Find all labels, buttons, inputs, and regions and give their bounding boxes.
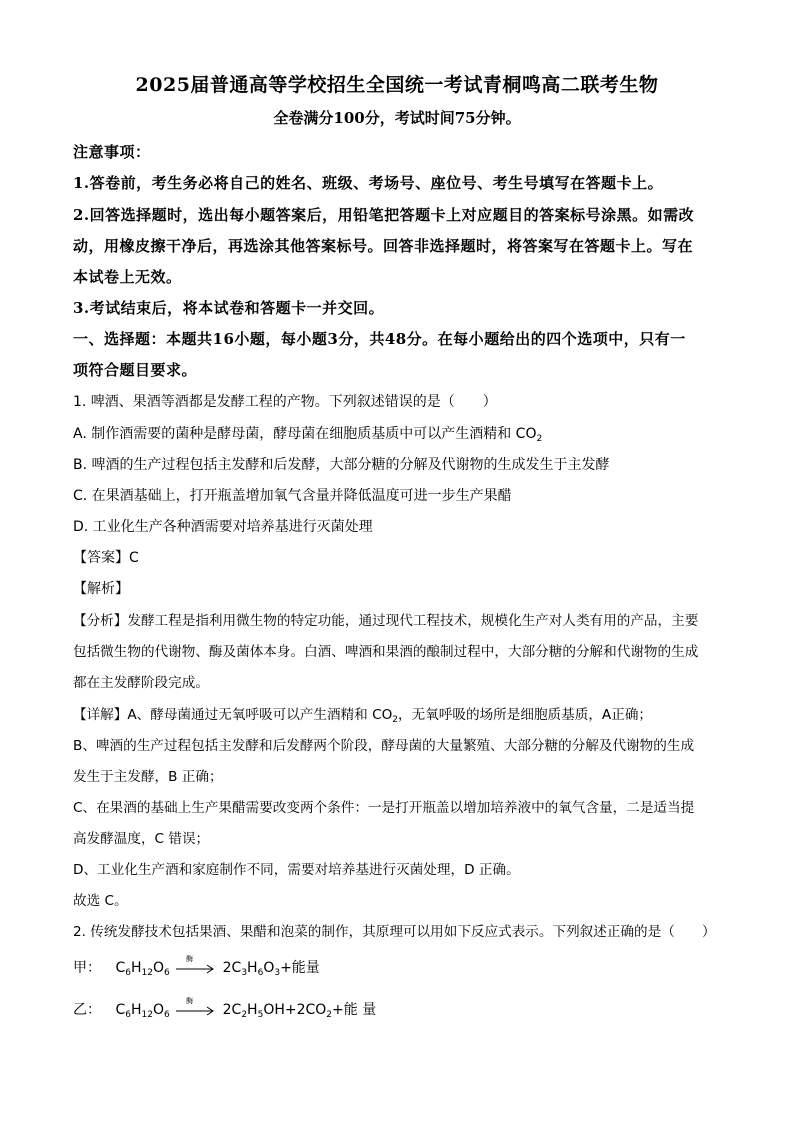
subscript: 5 — [257, 1010, 264, 1020]
section-heading-line-1: 一、选择题：本题共16小题，每小题3分，共48分。在每小题给出的四个选项中，只有一 — [73, 330, 686, 348]
subscript: 6 — [125, 968, 131, 978]
formula-part: H — [130, 960, 142, 976]
subscript: 3 — [274, 968, 281, 978]
formula-part: C — [115, 960, 126, 976]
formula-part: 2C — [222, 960, 242, 976]
conclusion: 故选 C。 — [73, 893, 128, 909]
subscript: 12 — [141, 1010, 153, 1020]
reaction-arrow — [176, 997, 216, 1017]
subscript: 6 — [163, 1010, 170, 1020]
formula-part: H — [247, 960, 258, 976]
formula-part: O — [263, 960, 275, 976]
formula-part: C — [115, 1002, 126, 1018]
question-1-option-a — [73, 423, 542, 443]
subscript: 6 — [257, 968, 264, 978]
reactant-formula — [115, 1002, 169, 1018]
equation-label: 乙： — [73, 1002, 101, 1018]
question-1-option-c: C. 在果酒基础上，打开瓶盖增加氧气含量并降低温度可进一步生产果醋 — [73, 488, 512, 504]
subscript: 12 — [141, 968, 153, 978]
analysis-line-2: 包括微生物的代谢物、酶及菌体本身。白酒、啤酒和果酒的酿制过程中，大部分糖的分解和代谢物的生成 — [73, 644, 699, 660]
question-1-option-d: D. 工业化生产各种酒需要对培养基进行灭菌处理 — [73, 519, 373, 535]
energy-term: +能量 — [280, 960, 320, 976]
equation-label: 甲： — [73, 960, 101, 976]
formula-part: 2C — [222, 1002, 242, 1018]
arrow-icon — [176, 961, 216, 975]
product-formula — [223, 1002, 332, 1018]
arrow-icon — [176, 1003, 216, 1017]
arrow-label: 酶 — [186, 997, 194, 1005]
equation-jia — [73, 957, 320, 977]
formula-part: O — [152, 1002, 164, 1018]
page-title: 2025届普通高等学校招生全国统一考试青桐鸣高二联考生物 — [135, 74, 659, 96]
analysis-label: 【解析】 — [73, 581, 129, 597]
detail-a-text: 【详解】A、酵母菌通过无氧呼吸可以产生酒精和 CO — [73, 707, 393, 723]
subscript: 2 — [326, 1010, 333, 1020]
notice-heading: 注意事项： — [73, 143, 151, 161]
energy-term: +能 量 — [332, 1002, 377, 1018]
option-a-text: A. 制作酒需要的菌种是酵母菌，酵母菌在细胞质基质中可以产生酒精和 CO — [73, 426, 537, 442]
answer-label: 【答案】C — [73, 550, 139, 566]
notice-item-3: 3.考试结束后，将本试卷和答题卡一并交回。 — [73, 299, 385, 317]
formula-part: H — [247, 1002, 258, 1018]
formula-part: O — [152, 960, 164, 976]
notice-item-2-line-2: 动，用橡皮擦干净后，再选涂其他答案标号。回答非选择题时，将答案写在答题卡上。写在 — [73, 237, 694, 255]
detail-b-line-1: B、啤酒的生产过程包括主发酵和后发酵两个阶段，酵母菌的大量繁殖、大部分糖的分解及代谢物的生成 — [73, 738, 695, 754]
page-subtitle: 全卷满分100分，考试时间75分钟。 — [273, 109, 521, 127]
detail-b-line-2: 发生于主发酵，B 正确； — [73, 769, 223, 785]
notice-item-1: 1.答卷前，考生务必将自己的姓名、班级、考场号、座位号、考生号填写在答题卡上。 — [73, 174, 664, 192]
question-1-stem: 1. 啤酒、果酒等酒都是发酵工程的产物。下列叙述错误的是（ ） — [73, 394, 497, 410]
section-heading-line-2: 项符合题目要求。 — [73, 361, 198, 379]
analysis-line-3: 都在主发酵阶段完成。 — [73, 675, 209, 691]
detail-c-line-2: 高发酵温度，C 错误； — [73, 831, 210, 847]
subscript: 2 — [241, 1010, 248, 1020]
subscript: 2 — [536, 434, 543, 444]
formula-part: OH+2CO — [263, 1002, 327, 1018]
product-formula — [223, 960, 280, 976]
formula-part: H — [130, 1002, 142, 1018]
subscript: 6 — [125, 1010, 131, 1020]
analysis-line-1: 【分析】发酵工程是指利用微生物的特定功能，通过现代工程技术，规模化生产对人类有用的产品，主要 — [73, 613, 699, 629]
subscript: 6 — [163, 968, 170, 978]
reaction-arrow — [176, 955, 216, 975]
subscript: 3 — [241, 968, 248, 978]
equation-yi — [73, 999, 376, 1019]
subscript: 2 — [392, 715, 399, 725]
detail-a-suffix: ，无氧呼吸的场所是细胞质基质，A正确； — [398, 707, 653, 723]
arrow-label: 酶 — [186, 955, 194, 963]
notice-item-2-line-3: 本试卷上无效。 — [73, 268, 182, 286]
notice-item-2-line-1: 2.回答选择题时，选出每小题答案后，用铅笔把答题卡上对应题目的答案标号涂黑。如需改 — [73, 206, 695, 224]
detail-c-line-1: C、在果酒的基础上生产果醋需要改变两个条件：一是打开瓶盖以增加培养液中的氧气含量，二是适当提 — [73, 800, 695, 816]
detail-d: D、工业化生产酒和家庭制作不同，需要对培养基进行灭菌处理，D 正确。 — [73, 862, 520, 878]
question-1-option-b: B. 啤酒的生产过程包括主发酵和后发酵，大部分糖的分解及代谢物的生成发生于主发酵 — [73, 457, 610, 473]
detail-a — [73, 703, 652, 723]
question-2-stem: 2. 传统发酵技术包括果酒、果醋和泡菜的制作，其原理可以用如下反应式表示。下列叙述正确的是（ ） — [73, 924, 716, 940]
reactant-formula — [115, 960, 169, 976]
